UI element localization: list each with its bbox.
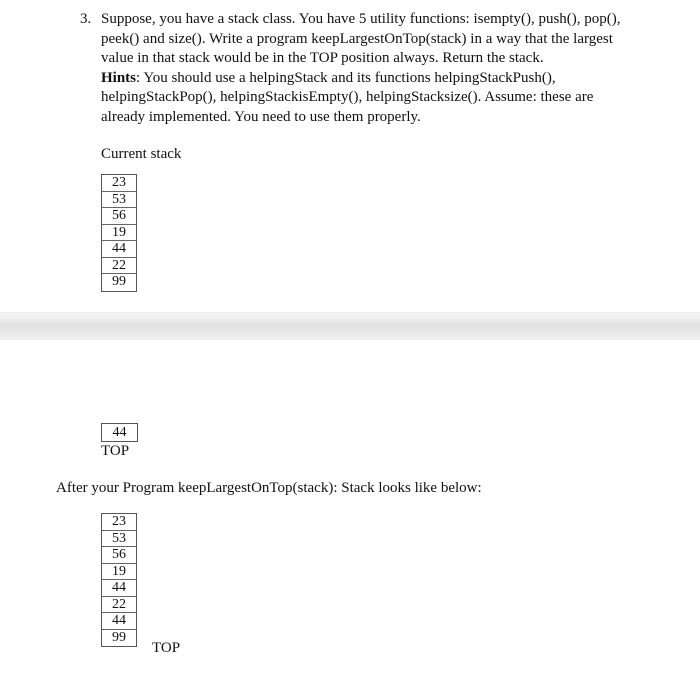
hints-line-3: already implemented. You need to use them properly. [101,108,421,125]
result-stack-cell: 44 [102,613,136,630]
hints-text-1: : You should use a helpingStack and its functions helpingStackPush(), [136,69,556,86]
question-block [80,10,680,127]
hints-label: Hints [101,69,137,86]
question-text [101,10,680,127]
partial-stack-cell: 44 [101,423,138,442]
current-stack-cell: 44 [102,241,136,258]
current-stack-cell: 19 [102,225,136,242]
question-line-2: peek() and size(). Write a program keepLargestOnTop(stack) in a way that the largest [101,30,613,47]
current-stack-cell: 53 [102,192,136,209]
result-caption: After your Program keepLargestOnTop(stack): Stack looks like below: [56,480,482,496]
result-stack-cell: 23 [102,514,136,531]
current-stack-cell: 99 [112,274,126,289]
result-stack-cell: 56 [102,547,136,564]
partial-top-label: TOP [101,443,130,459]
current-stack-label: Current stack [101,146,182,162]
result-stack-cell: 19 [102,564,136,581]
page-divider [0,312,700,340]
result-top-label: TOP [152,640,181,656]
question-line-3: value in that stack would be in the TOP position always. Return the stack. [101,50,544,66]
result-stack-cell: 99 [112,629,126,645]
hints-line-2: helpingStackPop(), helpingStackisEmpty(), helpingStacksize(). Assume: these are [101,89,594,105]
current-stack-cell: 22 [102,258,136,275]
hints-line-1 [101,69,680,89]
current-stack-table [101,174,137,292]
result-stack-table [101,513,137,647]
question-line-1: Suppose, you have a stack class. You have 5 utility functions: isempty(), push(), pop(), [101,11,621,27]
result-stack-cell: 44 [102,580,136,597]
current-stack-cell: 56 [102,208,136,225]
current-stack-cell: 23 [102,175,136,192]
question-number: 3. [80,11,92,27]
result-stack-cell: 53 [102,531,136,548]
result-stack-cell: 22 [102,597,136,614]
